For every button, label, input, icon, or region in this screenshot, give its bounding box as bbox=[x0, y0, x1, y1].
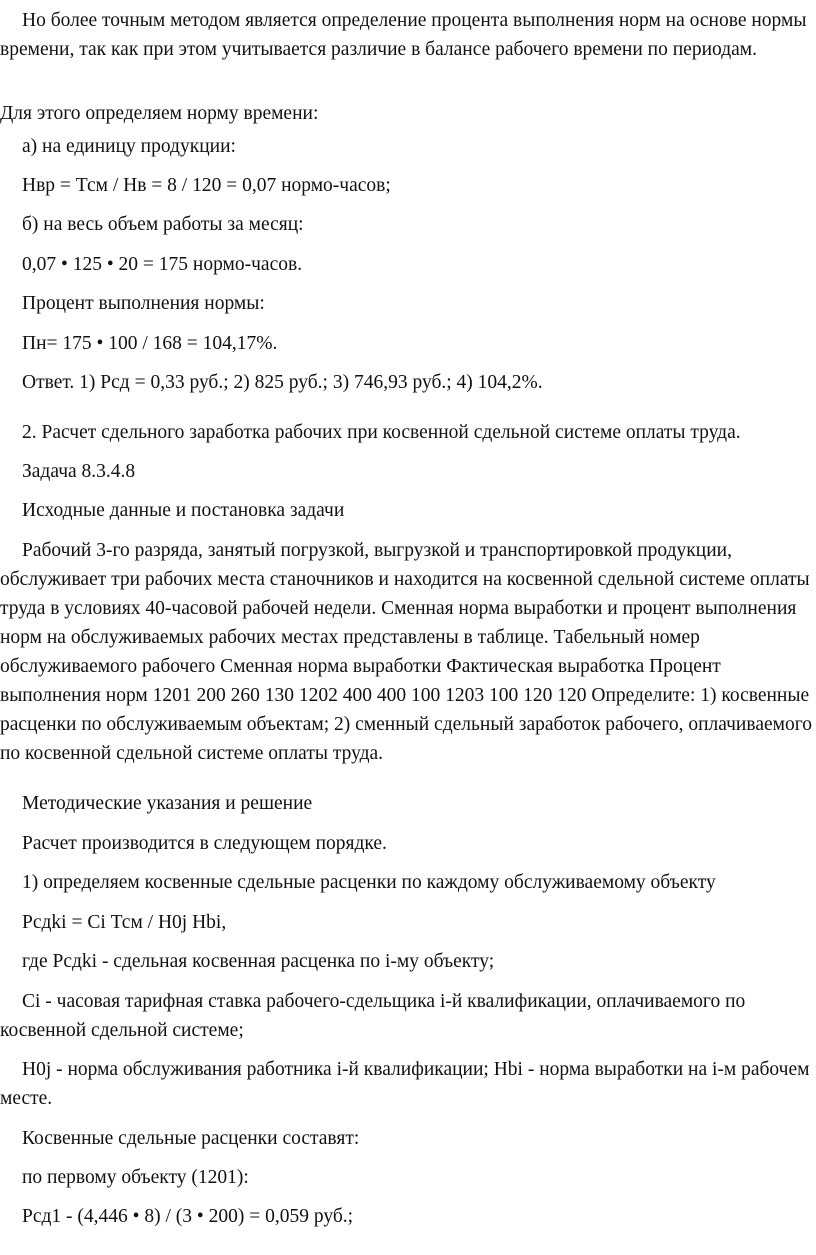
task-title: Задача 8.3.4.8 bbox=[22, 461, 136, 482]
paragraph-answer: Ответ. 1) Рсд = 0,33 руб.; 2) 825 руб.; 3) 746,93 руб.; 4) 104,2%. bbox=[22, 372, 543, 393]
paragraph-month-volume: б) на весь объем работы за месяц: bbox=[22, 214, 304, 235]
paragraph-first-object: по первому объекту (1201): bbox=[22, 1167, 249, 1188]
paragraph-percent-heading: Процент выполнения нормы: bbox=[22, 293, 265, 314]
paragraph-per-unit: а) на единицу продукции: bbox=[22, 136, 236, 157]
formula-rsdk: Рсдki = Ci Тсм / Н0j Hbi, bbox=[22, 912, 227, 933]
paragraph-rates-heading: Косвенные сдельные расценки составят: bbox=[22, 1128, 360, 1149]
paragraph-calc-order: Расчет производится в следующем порядке. bbox=[22, 833, 387, 854]
paragraph-norm-time: Для этого определяем норму времени: bbox=[0, 103, 319, 124]
formula-rsd1: Рсд1 - (4,446 • 8) / (3 • 200) = 0,059 руб.; bbox=[22, 1206, 354, 1227]
paragraph-ci-definition: Ci - часовая тарифная ставка рабочего-сдельщика i-й квалификации, оплачиваемого по косвенной сдельной системе; bbox=[0, 991, 746, 1041]
paragraph-initial-data-heading: Исходные данные и постановка задачи bbox=[22, 500, 345, 521]
section-heading-2: 2. Расчет сдельного заработка рабочих при косвенной сдельной системе оплаты труда. bbox=[22, 422, 741, 443]
formula-pn: Пн= 175 • 100 / 168 = 104,17%. bbox=[22, 333, 278, 354]
paragraph-where-rsdk: где Рсдki - сдельная косвенная расценка по i-му объекту; bbox=[22, 951, 495, 972]
paragraph-method-heading: Методические указания и решение bbox=[22, 793, 313, 814]
formula-nvr: Нвр = Тсм / Нв = 8 / 120 = 0,07 нормо-часов; bbox=[22, 175, 391, 196]
paragraph-intro: Но более точным методом является определение процента выполнения норм на основе нормы времени, так как при этом учитывается различие в балансе рабочего времени по периодам. bbox=[0, 10, 807, 60]
paragraph-task-statement: Рабочий 3-го разряда, занятый погрузкой, выгрузкой и транспортировкой продукции, обслуживает три рабочих места станочников и находится на косвенной сдельной системе оплаты труда в условиях 40-часовой рабочей недели. Сменная норма выработки и процент выполнения норм на обслуживаемых рабочих местах представлены в таблице. Табельный номер обслуживаемого рабочего Сменная норма выработки Фактическая выработка Процент выполнения норм 1201 200 260 130 1202 400 400 100 1203 100 120 120 Определите: 1) косвенные расценки по обслуживаемым объектам; 2) сменный сдельный заработок рабочего, оплачиваемого по косвенной сдельной системе оплаты труда. bbox=[0, 540, 812, 764]
paragraph-n0j-definition: Н0j - норма обслуживания работника i-й квалификации; Hbi - норма выработки на i-м рабочем месте. bbox=[0, 1059, 810, 1109]
formula-month-norm: 0,07 • 125 • 20 = 175 нормо-часов. bbox=[22, 254, 303, 275]
paragraph-step-1: 1) определяем косвенные сдельные расценки по каждому обслуживаемому объекту bbox=[22, 872, 716, 893]
